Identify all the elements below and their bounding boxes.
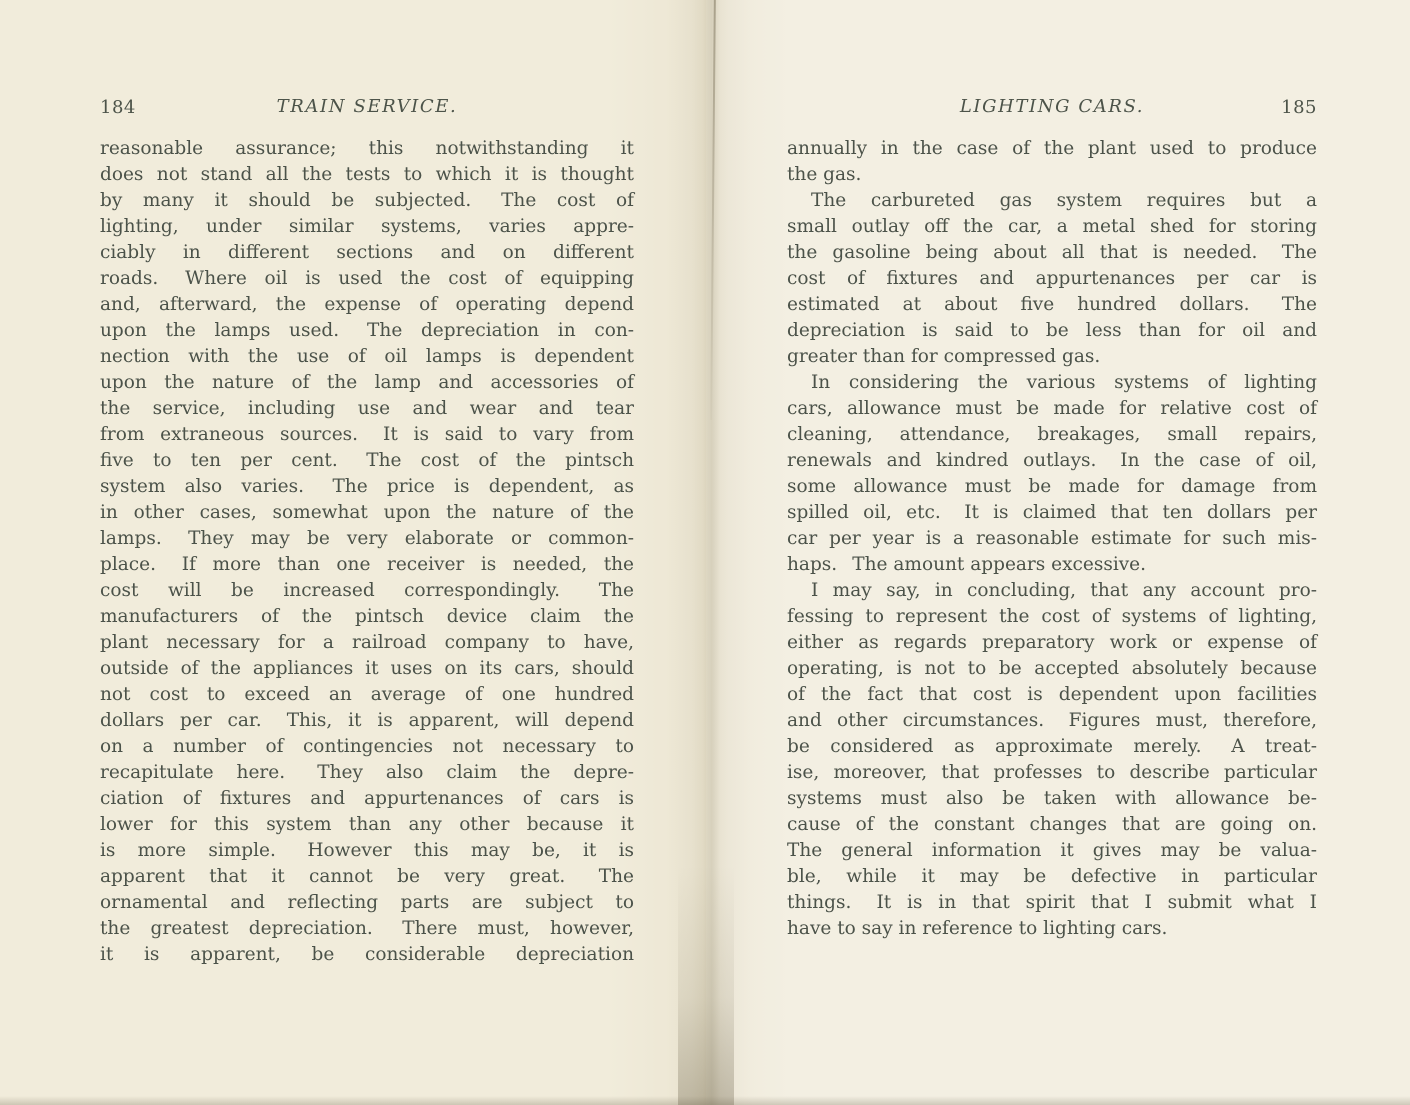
text-line: five to ten per cent. The cost of the pintsch bbox=[100, 450, 634, 471]
text-line: manufacturers of the pintsch device claim the bbox=[100, 606, 634, 627]
page-number-left: 184 bbox=[100, 97, 136, 118]
text-line: the greatest depreciation. There must, however, bbox=[100, 918, 634, 939]
text-line: In considering the various systems of lighting bbox=[811, 372, 1317, 393]
text-line: be considered as approximate merely. A treat- bbox=[787, 736, 1317, 757]
text-line: haps. The amount appears excessive. bbox=[787, 554, 1147, 575]
text-line: ornamental and reflecting parts are subject to bbox=[100, 892, 634, 913]
text-line: The carbureted gas system requires but a bbox=[811, 190, 1317, 211]
text-line: systems must also be taken with allowance be- bbox=[787, 788, 1317, 809]
text-line: from extraneous sources. It is said to vary from bbox=[100, 424, 634, 445]
text-line: cars, allowance must be made for relative cost of bbox=[787, 398, 1317, 419]
text-line: operating, is not to be accepted absolutely because bbox=[787, 658, 1317, 679]
text-line: the gas. bbox=[787, 164, 862, 185]
text-line: fessing to represent the cost of systems of lighting, bbox=[787, 606, 1317, 627]
text-line: by many it should be subjected. The cost of bbox=[100, 190, 634, 211]
text-line: the gasoline being about all that is needed. The bbox=[787, 242, 1317, 263]
text-line: is more simple. However this may be, it is bbox=[100, 840, 634, 861]
text-line: either as regards preparatory work or expense of bbox=[787, 632, 1317, 653]
text-line: ciably in different sections and on different bbox=[100, 242, 634, 263]
text-line: reasonable assurance; this notwithstanding it bbox=[100, 138, 634, 159]
text-line: the service, including use and wear and tear bbox=[100, 398, 634, 419]
text-line: recapitulate here. They also claim the depre- bbox=[100, 762, 634, 783]
text-line: and other circumstances. Figures must, therefore, bbox=[787, 710, 1317, 731]
text-line: on a number of contingencies not necessary to bbox=[100, 736, 634, 757]
text-line: The general information it gives may be valua- bbox=[787, 840, 1317, 861]
text-line: nection with the use of oil lamps is dependent bbox=[100, 346, 634, 367]
text-line: not cost to exceed an average of one hundred bbox=[100, 684, 634, 705]
text-line: lamps. They may be very elaborate or common- bbox=[100, 528, 634, 549]
text-line: cleaning, attendance, breakages, small repairs, bbox=[787, 424, 1317, 445]
text-line: upon the lamps used. The depreciation in con- bbox=[100, 320, 634, 341]
text-line: and, afterward, the expense of operating depend bbox=[100, 294, 634, 315]
text-line: cause of the constant changes that are going on. bbox=[787, 814, 1317, 835]
text-line: ble, while it may be defective in particular bbox=[787, 866, 1317, 887]
text-line: annually in the case of the plant used to produce bbox=[787, 138, 1317, 159]
text-line: apparent that it cannot be very great. The bbox=[100, 866, 634, 887]
text-line: ciation of fixtures and appurtenances of cars is bbox=[100, 788, 634, 809]
page-number-right: 185 bbox=[1281, 97, 1317, 118]
text-line: cost of fixtures and appurtenances per car is bbox=[787, 268, 1317, 289]
text-line: estimated at about five hundred dollars. The bbox=[787, 294, 1317, 315]
text-line: dollars per car. This, it is apparent, will depend bbox=[100, 710, 634, 731]
text-line: in other cases, somewhat upon the nature of the bbox=[100, 502, 634, 523]
text-line: small outlay off the car, a metal shed for storing bbox=[787, 216, 1317, 237]
text-line: roads. Where oil is used the cost of equipping bbox=[100, 268, 634, 289]
text-line: of the fact that cost is dependent upon facilities bbox=[787, 684, 1317, 705]
running-head-right: LIGHTING CARS. bbox=[959, 96, 1145, 117]
text-line: plant necessary for a railroad company to have, bbox=[100, 632, 634, 653]
text-line: I may say, in concluding, that any account pro- bbox=[811, 580, 1317, 601]
text-line: spilled oil, etc. It is claimed that ten dollars per bbox=[787, 502, 1317, 523]
text-line: car per year is a reasonable estimate for such mis- bbox=[787, 528, 1317, 549]
text-line: lighting, under similar systems, varies appre- bbox=[100, 216, 634, 237]
left-page-text bbox=[100, 136, 634, 968]
text-line: some allowance must be made for damage from bbox=[787, 476, 1317, 497]
text-line: does not stand all the tests to which it is thought bbox=[100, 164, 634, 185]
text-line: renewals and kindred outlays. In the case of oil, bbox=[787, 450, 1317, 471]
text-line: have to say in reference to lighting cars. bbox=[787, 918, 1168, 939]
text-line: depreciation is said to be less than for oil and bbox=[787, 320, 1317, 341]
right-page-header bbox=[787, 96, 1317, 122]
text-line: system also varies. The price is dependent, as bbox=[100, 476, 634, 497]
text-line: lower for this system than any other because it bbox=[100, 814, 634, 835]
text-line: cost will be increased correspondingly. The bbox=[100, 580, 634, 601]
text-line: upon the nature of the lamp and accessories of bbox=[100, 372, 634, 393]
text-line: ise, moreover, that professes to describe particular bbox=[787, 762, 1317, 783]
left-page-header bbox=[100, 96, 634, 122]
right-page-text bbox=[787, 136, 1317, 942]
text-line: place. If more than one receiver is needed, the bbox=[100, 554, 634, 575]
text-line: outside of the appliances it uses on its cars, should bbox=[100, 658, 634, 679]
text-line: it is apparent, be considerable depreciation bbox=[100, 944, 634, 965]
text-line: things. It is in that spirit that I submit what I bbox=[787, 892, 1317, 913]
text-line: greater than for compressed gas. bbox=[787, 346, 1101, 367]
running-head-left: TRAIN SERVICE. bbox=[276, 96, 458, 117]
